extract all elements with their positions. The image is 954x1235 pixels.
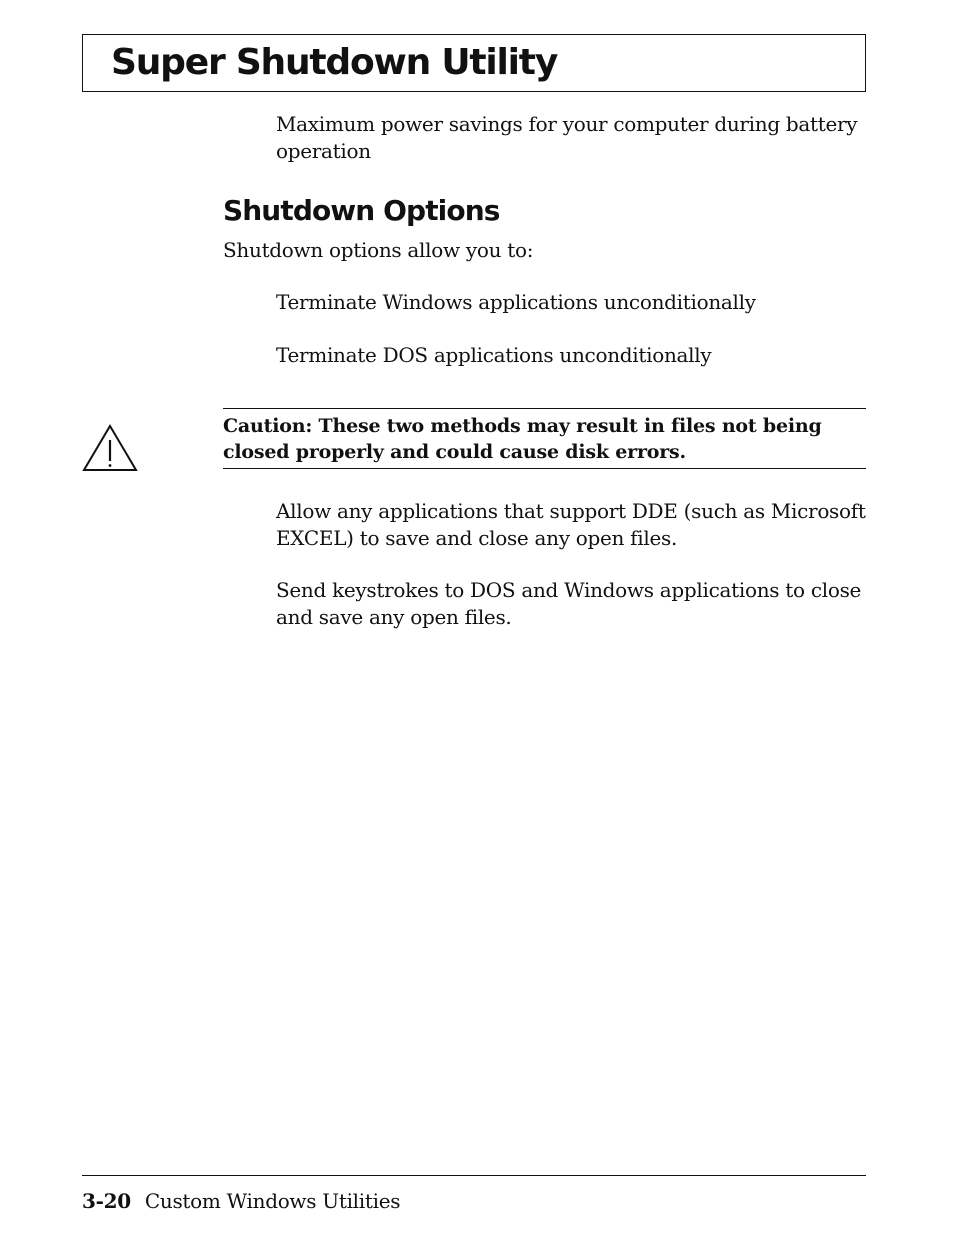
list-item: Allow any applications that support DDE (such as Microsoft EXCEL) to save and close any open files. <box>276 499 866 550</box>
section-lead: Shutdown options allow you to: <box>223 238 534 262</box>
list-item: Terminate DOS applications unconditionally <box>276 343 712 367</box>
page-number: 3-20 <box>82 1189 131 1213</box>
footer-rule <box>82 1175 866 1176</box>
caution-text: Caution: These two methods may result in files not being closed properly and could cause disk errors. <box>223 415 822 463</box>
chapter-title: Custom Windows Utilities <box>144 1189 401 1213</box>
list-item: Terminate Windows applications unconditionally <box>276 290 756 314</box>
warning-triangle-icon <box>82 423 138 473</box>
list-item: Send keystrokes to DOS and Windows applications to close and save any open files. <box>276 578 862 629</box>
page-header-box <box>82 34 866 92</box>
page-title: Super Shutdown Utility <box>111 42 558 83</box>
caution-box <box>223 408 866 469</box>
intro-text: Maximum power savings for your computer during battery operation <box>276 112 858 163</box>
page-footer <box>82 1188 400 1215</box>
section-heading: Shutdown Options <box>223 194 500 227</box>
